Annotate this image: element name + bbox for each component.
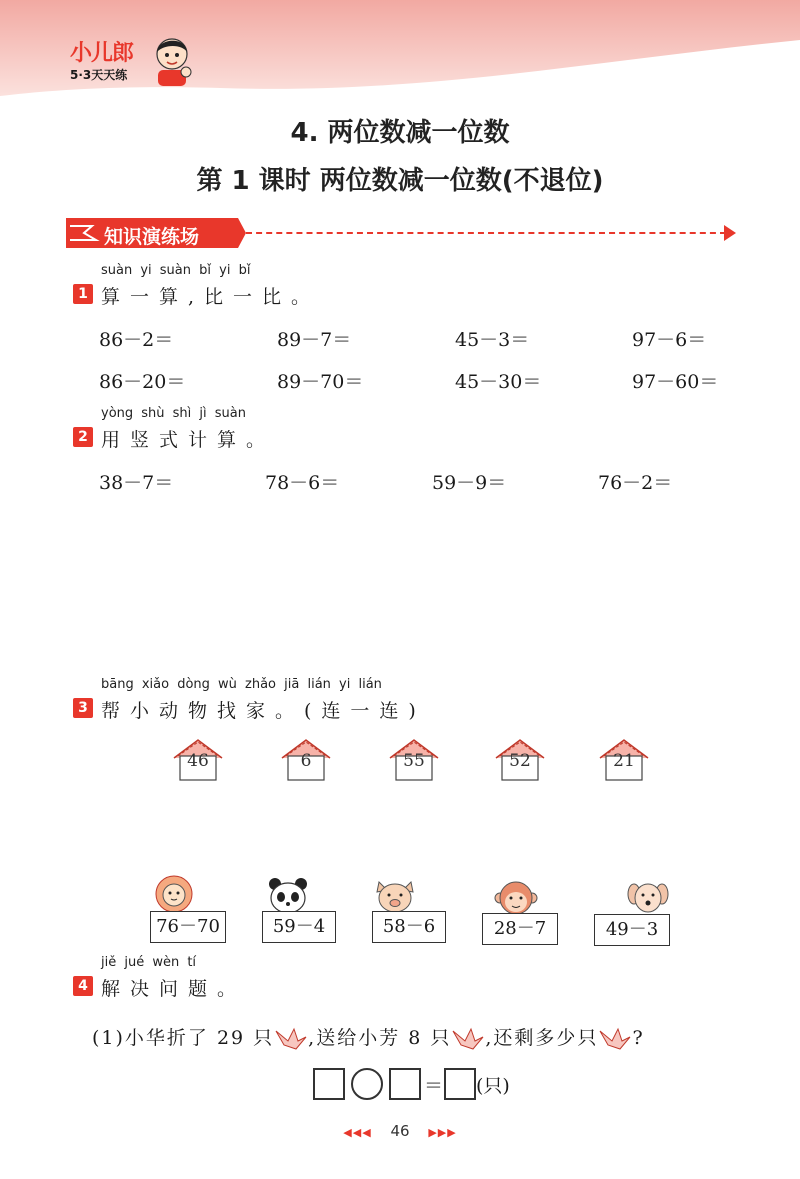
q2-expr: 59－9＝ <box>432 472 507 494</box>
mascot-boy-icon <box>150 34 196 88</box>
q1-expr: 89－7＝ <box>277 329 352 351</box>
q4-pinyin: jiě jué wèn tí <box>101 955 197 970</box>
monkey-card[interactable]: 28－7 <box>482 913 558 945</box>
house-number: 21 <box>613 751 635 771</box>
dog-card[interactable]: 49－3 <box>594 914 670 946</box>
q2-expr: 38－7＝ <box>99 472 174 494</box>
left-arrows-icon: ◀◀◀ <box>343 1126 372 1139</box>
answer-box-1[interactable] <box>313 1068 345 1100</box>
right-arrows-icon: ▶▶▶ <box>428 1126 457 1139</box>
q4-p1-part3: ,还剩多少只 <box>485 1027 599 1049</box>
section-label: 知识演练场 <box>104 226 200 248</box>
q4-text: 解决问题。 <box>101 978 247 1000</box>
q1-expr: 97－60＝ <box>632 371 719 393</box>
house-number: 6 <box>300 751 312 771</box>
q3-pinyin: bāng xiǎo dòng wù zhǎo jiā lián yi lián <box>101 677 382 692</box>
page-number: 46 <box>390 1122 410 1140</box>
q2-text: 用竖式计算。 <box>101 429 276 451</box>
q4-number: 4 <box>73 976 93 996</box>
house-number: 55 <box>403 751 425 771</box>
answer-box-3[interactable] <box>444 1068 476 1100</box>
q2-expr: 76－2＝ <box>598 472 673 494</box>
q4-problem-1 <box>92 1023 645 1051</box>
equals-sign: ＝ <box>424 1075 444 1097</box>
q4-p1-part1: (1)小华折了 29 只 <box>92 1027 275 1049</box>
q4-p1-part4: ? <box>632 1027 645 1049</box>
unit-label: (只) <box>476 1075 510 1097</box>
q1-expr: 45－30＝ <box>455 371 542 393</box>
q2-expr: 78－6＝ <box>265 472 340 494</box>
section-divider <box>246 232 726 234</box>
monkey-icon <box>494 878 538 918</box>
paper-crane-icon <box>274 1027 308 1051</box>
q1-number: 1 <box>73 284 93 304</box>
logo-subtitle: 5·3天天练 <box>70 68 128 82</box>
paper-crane-icon <box>598 1027 632 1051</box>
q3-number: 3 <box>73 698 93 718</box>
paper-crane-icon <box>451 1027 485 1051</box>
unit-title: 4. 两位数减一位数 <box>290 118 510 148</box>
dog-icon <box>626 878 670 918</box>
arrow-right-icon <box>724 225 736 241</box>
q1-pinyin: suàn yi suàn bǐ yi bǐ <box>101 263 251 278</box>
answer-box-2[interactable] <box>389 1068 421 1100</box>
operator-circle[interactable] <box>351 1068 383 1100</box>
q3-text: 帮小动物找家。(连一连) <box>101 700 426 722</box>
q1-expr: 89－70＝ <box>277 371 364 393</box>
q1-expr: 86－20＝ <box>99 371 186 393</box>
page-footer <box>0 1122 800 1140</box>
q1-expr: 97－6＝ <box>632 329 707 351</box>
pig-icon <box>373 876 417 916</box>
q2-pinyin: yòng shù shì jì suàn <box>101 406 246 421</box>
house-number: 46 <box>187 751 209 771</box>
lesson-title: 第 1 课时 两位数减一位数(不退位) <box>196 166 604 196</box>
panda-card[interactable]: 59－4 <box>262 911 336 943</box>
house-number: 52 <box>509 751 531 771</box>
logo-title: 小儿郎 <box>70 41 134 66</box>
lion-card[interactable]: 76－70 <box>150 911 226 943</box>
lion-icon <box>152 874 196 914</box>
panda-icon <box>266 876 310 916</box>
q1-text: 算一算,比一比。 <box>101 286 321 308</box>
q2-number: 2 <box>73 427 93 447</box>
q4-p1-part2: ,送给小芳 8 只 <box>308 1027 452 1049</box>
q1-expr: 45－3＝ <box>455 329 530 351</box>
q1-expr: 86－2＝ <box>99 329 174 351</box>
pig-card[interactable]: 58－6 <box>372 911 446 943</box>
